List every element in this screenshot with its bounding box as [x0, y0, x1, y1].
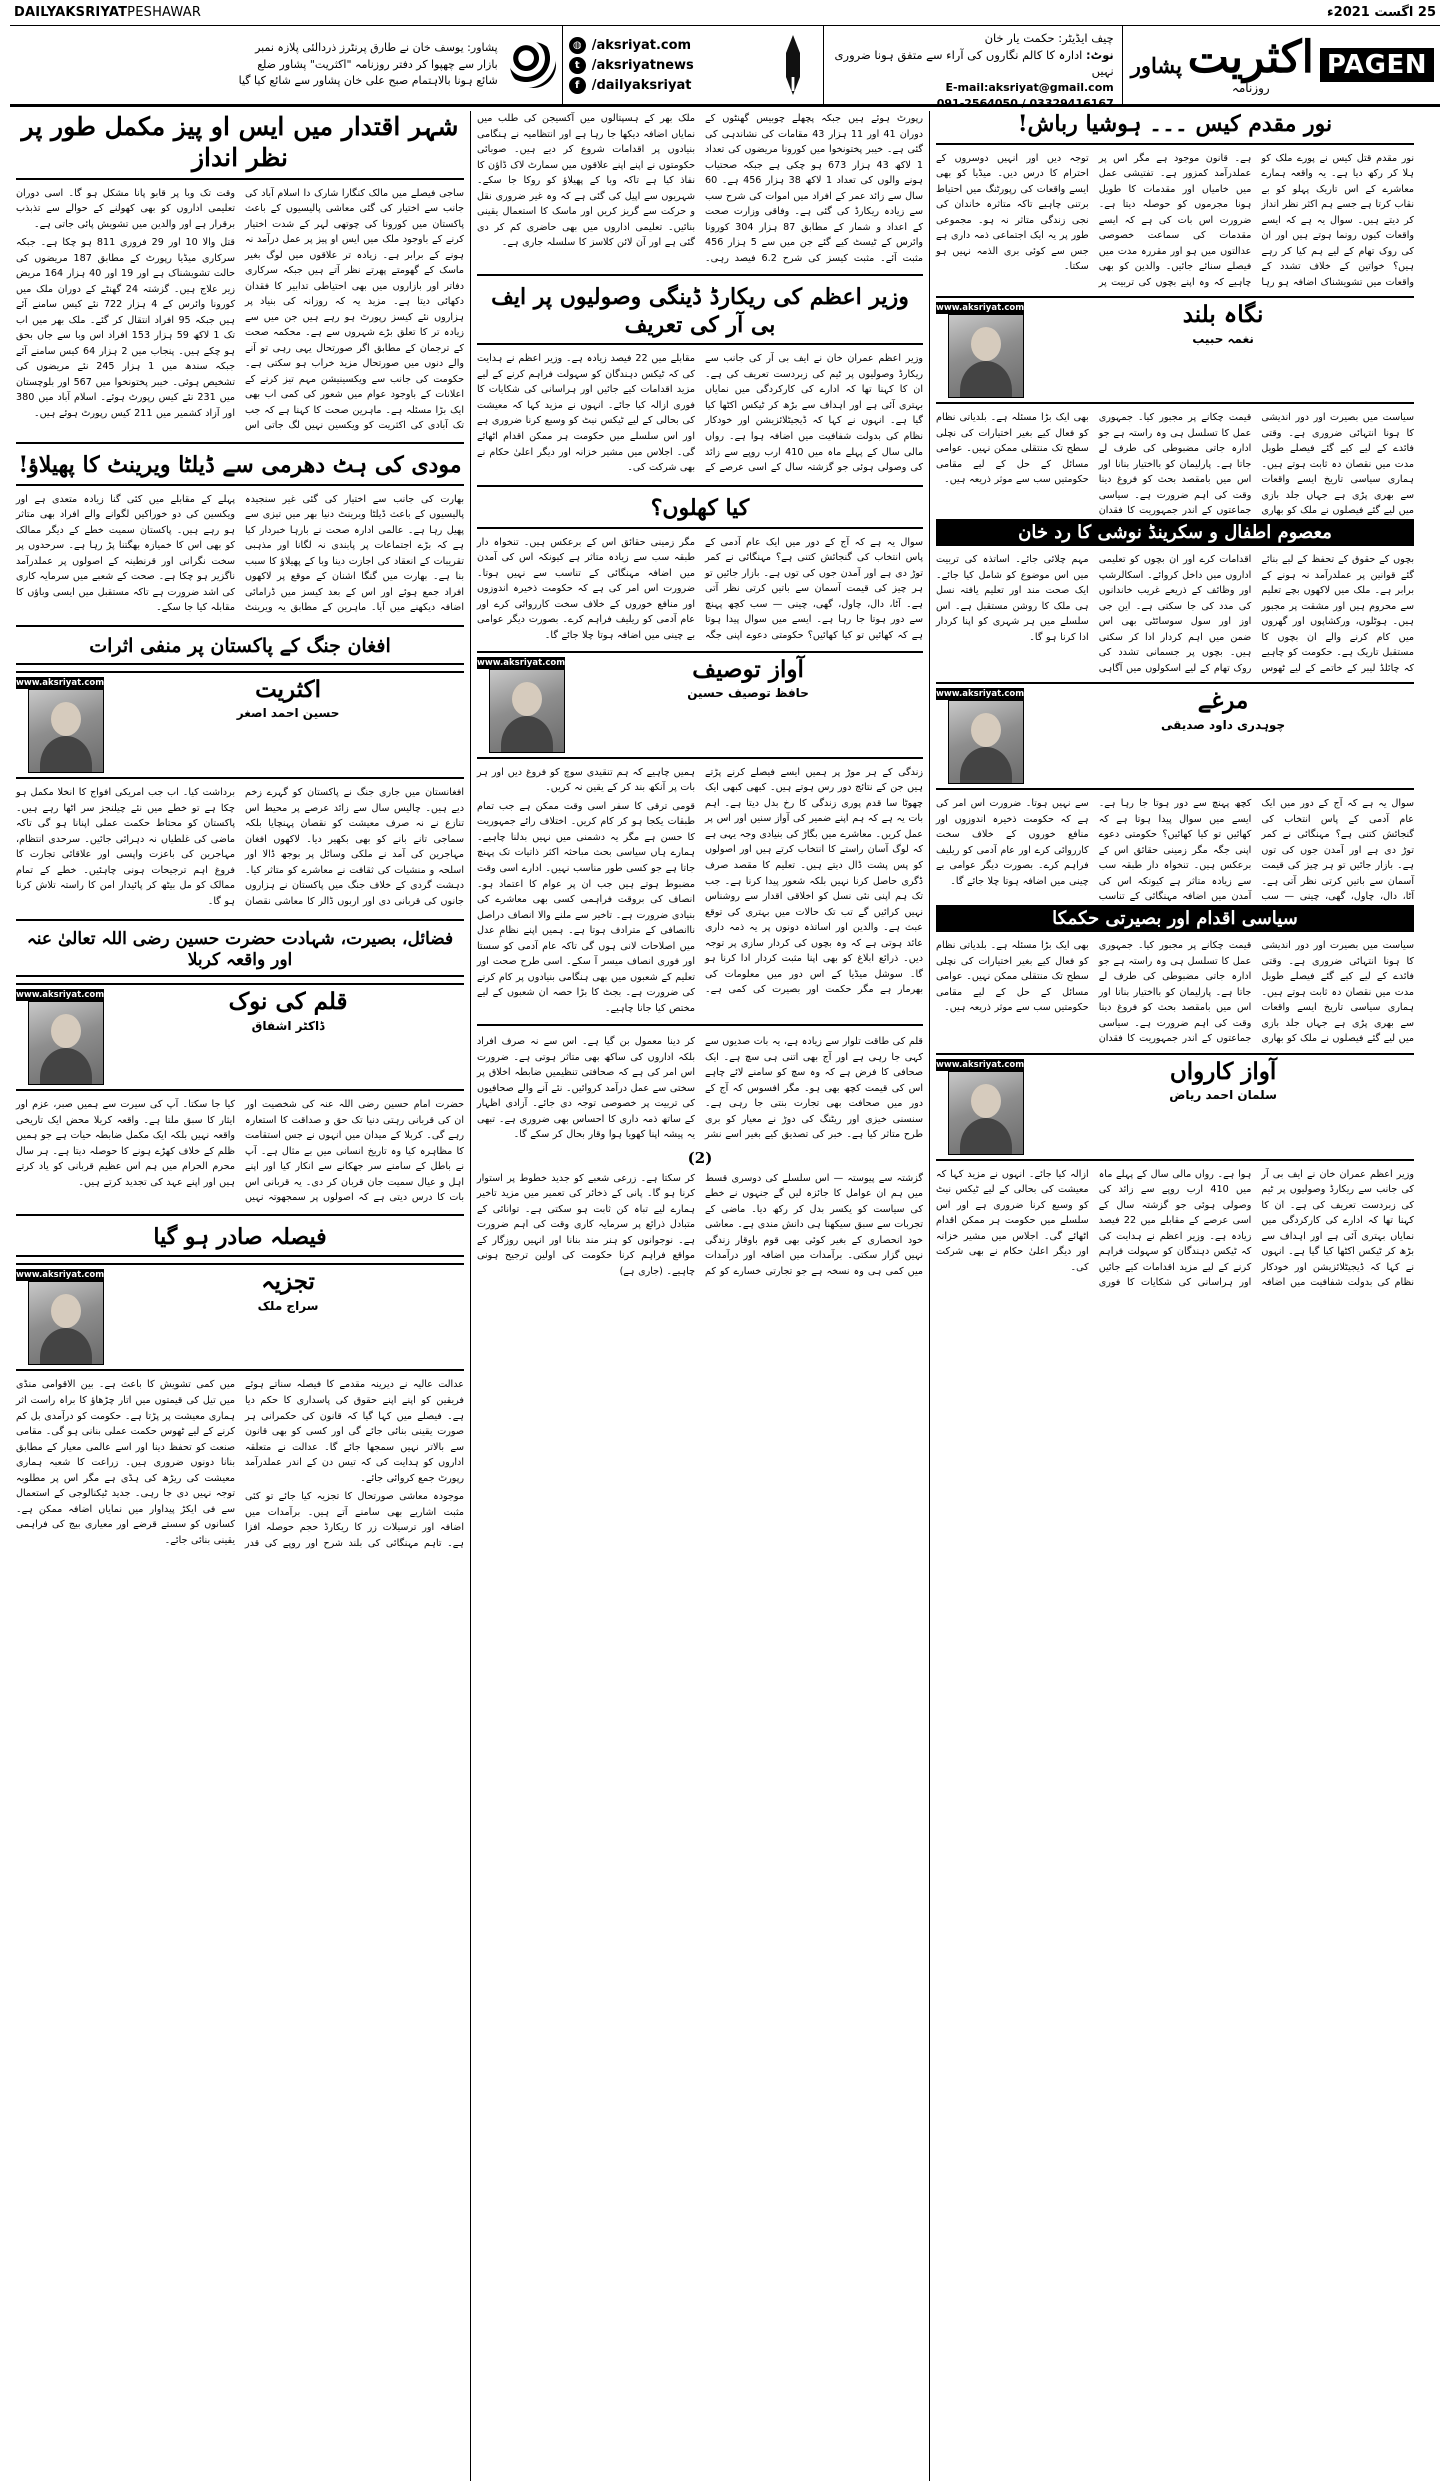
- mid-article1-paragraph: سوال یہ ہے کہ آج کے دور میں ایک عام آدمی کے پاس انتخاب کی گنجائش کتنی ہے؟ مہنگائی نے کمر توڑ دی ہے اور آمدن جوں کی توں ہے۔ بازار جائیں تو ہر چیز کی قیمت آسمان سے باتیں کرتی نظر آتی ہے۔ آٹا، دال، چاول، گھی، چینی — سب کچھ پہنچ سے دور ہوتا جا رہا ہے۔ ایسے میں سوال پیدا ہوتا ہے کہ کھائیں تو کیا کھائیں؟ حکومتی دعوے اپنی جگہ مگر زمینی حقائق اس کے برعکس ہیں۔ تنخواہ دار طبقہ سب سے زیادہ متاثر ہے کیونکہ اس کی آمدن میں اضافہ مہنگائی کے تناسب سے نہیں ہوتا۔ ضرورت اس امر کی ہے کہ حکومت ذخیرہ اندوزوں اور منافع خوروں کے خلاف سخت کارروائی کرے اور عام آدمی کو ریلیف فراہم کرے۔ بصورت دیگر عوامی بے چینی میں اضافہ ہوتا چلا جائے گا۔: [477, 536, 923, 641]
- tajziya-paragraph: موجودہ معاشی صورتحال کا تجزیہ کیا جائے تو کئی مثبت اشاریے بھی سامنے آتے ہیں۔ برآمدات میں اضافہ اور ترسیلات زر کا ریکارڈ حجم حوصلہ افزا ہے۔ تاہم مہنگائی کی بلند شرح اور روپے کی قدر میں کمی تشویش کا باعث ہے۔ بین الاقوامی منڈی میں تیل کی قیمتوں میں اتار چڑھاؤ کا براہ راست اثر ہماری معیشت پر پڑتا ہے۔ حکومت کو درآمدی بل کم کرنے کے لیے ٹھوس حکمت عملی بنانی ہو گی۔ مقامی صنعت کو تحفظ دینا اور اسے عالمی معیار کے مطابق بنانا دونوں ضروری ہیں۔ زراعت کا شعبہ ہماری معیشت کی ریڑھ کی ہڈی ہے مگر اس پر مطلوبہ توجہ نہیں دی جا رہی۔ جدید ٹیکنالوجی کے استعمال سے فی ایکڑ پیداوار میں نمایاں اضافہ ممکن ہے۔ کسانوں کو سستے قرضے اور معیاری بیج کی فراہمی یقینی بنائی جائے۔: [16, 1379, 464, 1549]
- mid-article4-paragraph: قلم کی طاقت تلوار سے زیادہ ہے، یہ بات صدیوں سے کہی جا رہی ہے اور آج بھی اتنی ہی سچ ہے۔ ایک صحافی کا فرض ہے کہ وہ سچ کو سامنے لائے چاہے اس کی قیمت کچھ بھی ہو۔ مگر افسوس کہ آج کے دور میں صحافت بھی تجارت بنتی جا رہی ہے۔ سنسنی خیزی اور ریٹنگ کی دوڑ نے معیار کو بری طرح متاثر کیا ہے۔ خبر کی تصدیق کیے بغیر اسے نشر کر دینا معمول بن گیا ہے۔ اس سے نہ صرف افراد بلکہ اداروں کی ساکھ بھی متاثر ہوتی ہے۔ ضرورت اس امر کی ہے کہ صحافتی تنظیمیں ضابطہ اخلاق پر سختی سے عمل درآمد کروائیں۔ نئے آنے والے صحافیوں کی تربیت پر خصوصی توجہ دی جائے۔ آزادی اظہار کے ساتھ ذمہ داری کا احساس بھی ضروری ہے۔ تبھی یہ پیشہ اپنا کھویا ہوا وقار بحال کر سکے گا۔: [477, 1036, 923, 1141]
- left-article2-continued: سوال یہ ہے کہ آج کے دور میں ایک عام آدمی کے پاس انتخاب کی گنجائش کتنی ہے؟ مہنگائی نے کمر توڑ دی ہے اور آمدن جوں کی توں ہے۔ بازار جائیں تو ہر چیز کی قیمت آسمان سے باتیں کرتی نظر آتی ہے۔ آٹا، دال، چاول، گھی، چینی — سب کچھ پہنچ سے دور ہوتا جا رہا ہے۔ ایسے میں سوال پیدا ہوتا ہے کہ کھائیں تو کیا کھائیں؟ حکومتی دعوے اپنی جگہ مگر زمینی حقائق اس کے برعکس ہیں۔ تنخواہ دار طبقہ سب سے زیادہ متاثر ہے کیونکہ اس کی آمدن میں اضافہ مہنگائی کے تناسب سے نہیں ہوتا۔ ضرورت اس امر کی ہے کہ حکومت ذخیرہ اندوزوں اور منافع خوروں کے خلاف سخت کارروائی کرے اور عام آدمی کو ریلیف فراہم کرے۔ بصورت دیگر عوامی بے چینی میں اضافہ ہوتا چلا جائے گا۔: [936, 798, 1414, 903]
- mid-article4-body: [477, 1034, 923, 1144]
- left-article3-headline: سیاسی اقدام اور بصیرتی حکمکا: [936, 905, 1414, 932]
- author-name: حافظ توصیف حسین: [687, 686, 809, 701]
- left-article3-paragraph: سیاست میں بصیرت اور دور اندیشی کا ہونا انتہائی ضروری ہے۔ وقتی فائدے کے لیے کیے گئے فیصلے طویل مدت میں نقصان دہ ثابت ہوتے ہیں۔ ہماری سیاسی تاریخ ایسے واقعات سے بھری پڑی ہے جہاں جلد بازی میں لیے گئے فیصلوں نے ملک کو بھاری قیمت چکانے پر مجبور کیا۔ جمہوری عمل کا تسلسل ہی وہ راستہ ہے جو ادارہ جاتی مضبوطی کی طرف لے جاتا ہے۔ پارلیمان کو بااختیار بنانا اور اس میں بامقصد بحث کو فروغ دینا وقت کی اہم ضرورت ہے۔ سیاسی جماعتوں کے اندر جمہوریت کا فقدان بھی ایک بڑا مسئلہ ہے۔ بلدیاتی نظام کو فعال کیے بغیر اختیارات کی نچلی سطح تک منتقلی ممکن نہیں۔ عوامی مسائل کے حل کے لیے مقامی حکومتیں سب سے موثر ذریعہ ہیں۔: [936, 939, 1414, 1045]
- masthead-logo-block: [1187, 26, 1440, 104]
- author-name: ڈاکٹر اشفاق: [251, 1018, 325, 1033]
- left-article2-headline: معصوم اطفال و سکرینڈ نوشی کا رد خان: [936, 519, 1414, 546]
- page-badge: PAGEN: [1320, 48, 1434, 82]
- masthead-contact: [823, 26, 1123, 110]
- article2-body: [16, 492, 464, 618]
- masthead-city: پشاور: [1130, 52, 1182, 78]
- note-label: نوٹ:: [1086, 47, 1114, 62]
- author-photo-wrap: [16, 677, 104, 773]
- article6-body: [16, 1377, 464, 1551]
- left-article1-body: [936, 151, 1414, 291]
- column-title: تجزیہ: [261, 1268, 315, 1296]
- chief-editor-line: چیف ایڈیٹر: حکمت یار خان: [984, 31, 1114, 45]
- article5-headline: فضائل، بصیرت، شہادت حضرت حسین رضی اللہ تعالیٰ عنہ اور واقعہ کربلا: [16, 929, 464, 978]
- article4-headline: افغان جنگ کے پاکستان پر منفی اثرات: [16, 635, 464, 665]
- masthead-imprint: [10, 26, 563, 104]
- social-item-facebook[interactable]: [569, 77, 757, 94]
- left-article2-paragraph: بچوں کے حقوق کے تحفظ کے لیے بنائے گئے قوانین پر عملدرآمد نہ ہونے کے برابر ہے۔ ملک میں لاکھوں بچے تعلیم سے محروم ہیں اور مشقت پر مجبور ہیں۔ ہوٹلوں، ورکشاپوں اور گھروں میں کام کرنے والے ان بچوں کا مستقبل تاریک ہے۔ حکومت کو چاہیے کہ چائلڈ لیبر کے خاتمے کے لیے ٹھوس اقدامات کرے اور ان بچوں کو تعلیمی اداروں میں داخل کروائے۔ اسکالرشپ اور وظائف کے ذریعے غریب خاندانوں کی مدد کی جا سکتی ہے۔ این جی اوز اور سول سوسائٹی بھی اس ضمن میں اہم کردار ادا کر سکتی ہیں۔ بچوں پر جسمانی تشدد کی روک تھام کے لیے اسکولوں میں آگاہی مہم چلائی جائے۔ اساتذہ کی تربیت میں اس موضوع کو شامل کیا جائے۔ ایک صحت مند اور تعلیم یافتہ نسل ہی ملک کا روشن مستقبل ہے۔ اس سلسلے میں ہر شہری کو اپنا کردار ادا کرنا ہو گا۔: [936, 554, 1414, 674]
- column-title: آواز توصیف: [692, 655, 804, 683]
- author-name: حسین احمد اصغر: [236, 706, 340, 721]
- mid-article2-paragraph: زندگی کے ہر موڑ پر ہمیں ایسے فیصلے کرنے پڑتے ہیں جن کے نتائج دور رس ہوتے ہیں۔ کبھی کبھی ایک چھوٹا سا قدم پوری زندگی کا رخ بدل دیتا ہے۔ اہم بات یہ ہے کہ ہم اپنے ضمیر کی آواز سنیں اور اس پر عمل کریں۔ معاشرے میں بگاڑ کی بنیادی وجہ یہی ہے کہ لوگ آسان راستے کا انتخاب کرتے ہیں اور اصولوں کو پس پشت ڈال دیتے ہیں۔ تعلیم کا مقصد صرف ڈگری حاصل کرنا نہیں بلکہ شعور پیدا کرنا ہے۔ جب تک ہم اپنی نئی نسل کو اخلاقی اقدار سے روشناس نہیں کرائیں گے تب تک حالات میں بہتری کی توقع عبث ہے۔ والدین اور اساتذہ دونوں پر یہ ذمہ داری عائد ہوتی ہے کہ وہ بچوں کی کردار سازی پر توجہ دیں۔ ذرائع ابلاغ کو بھی اپنا مثبت کردار ادا کرنا ہو گا۔ سوشل میڈیا کے اس دور میں معلومات کی بھرمار ہے مگر حکمت اور بصیرت کی کمی ہے۔ ہمیں چاہیے کہ ہم تنقیدی سوچ کو فروغ دیں اور ہر بات پر آنکھ بند کر کے یقین نہ کریں۔: [477, 766, 923, 996]
- mid-article2-body: [477, 765, 923, 1017]
- left-article2-cont: [936, 796, 1414, 905]
- pen-icon: [763, 26, 823, 104]
- divider: [477, 485, 923, 487]
- left-article3-body: [936, 938, 1414, 1047]
- masthead-subtitle: روزنامہ: [1231, 81, 1270, 95]
- column-middle: [470, 111, 930, 2481]
- contact-email[interactable]: E-mail:aksriyat@gmail.com: [945, 81, 1114, 95]
- author-meta: [573, 657, 923, 700]
- globe-icon: ◍: [569, 37, 586, 54]
- editor-note: [832, 47, 1114, 80]
- mid-article1-headline: کیا کھلوں؟: [477, 495, 923, 529]
- avatar: [28, 1281, 104, 1365]
- photo-url-label: www.aksriyat.com: [16, 678, 105, 688]
- facebook-icon: f: [569, 77, 586, 94]
- divider: [16, 442, 464, 444]
- author-photo-wrap: [16, 989, 104, 1085]
- left-article3-cont: [936, 1167, 1414, 1291]
- social-handle: /aksriyatnews: [591, 57, 694, 73]
- left-article1-cont: [936, 410, 1414, 519]
- lead-stats: قتل والا 10 اور 29 فروری 811 ہو چکا ہے۔ جبکہ سرکاری میڈیا رپورٹ کے مطابق 187 مریضوں کی حالت تشویشناک ہے اور 19 اور 40 ہزار 164 مریض زیر علاج ہیں۔ گزشتہ 24 گھنٹے کے دوران ملک میں کورونا وائرس کے 4 ہزار 722 نئے کیس سامنے آئے ہیں جبکہ 95 افراد انتقال کر گئے۔ ملک بھر میں اب تک 1 لاکھ 59 ہزار 153 افراد اس وبا سے جاں بحق ہو چکے ہیں۔ پنجاب میں 2 ہزار 64 کیس سامنے آئے جبکہ سندھ میں 1 ہزار 245 نئے مریضوں کی تشخیص ہوئی۔ خیبر پختونخوا میں 567 اور بلوچستان میں 231 نئے کیس رپورٹ ہوئے۔ اسلام آباد میں 380 اور آزاد کشمیر میں 211 کیس رپورٹ ہوئے ہیں۔: [16, 237, 236, 419]
- author-name: نغمہ حبیب: [1192, 331, 1254, 346]
- author-meta: [1032, 302, 1414, 345]
- article6-headline: فیصلہ صادر ہو گیا: [16, 1224, 464, 1258]
- avatar: [948, 700, 1024, 784]
- brand-strip: [14, 5, 201, 20]
- masthead-title: اکثریت: [1187, 32, 1314, 83]
- page-content: [10, 111, 1440, 2481]
- social-links: [563, 26, 763, 104]
- author-box-qalam: [16, 983, 464, 1091]
- author-name: سراج ملک: [257, 1298, 319, 1313]
- avatar: [948, 314, 1024, 398]
- author-photo-wrap: [936, 1059, 1024, 1155]
- column-title: قلم کی نوک: [228, 988, 348, 1016]
- column-title: آواز کارواں: [1169, 1057, 1277, 1085]
- social-item-website[interactable]: [569, 37, 757, 54]
- article3-paragraph: وزیر اعظم عمران خان نے ایف بی آر کی جانب سے ریکارڈ وصولیوں پر ٹیم کی زبردست تعریف کی ہے۔ ان کا کہنا تھا کہ ادارے کی کارکردگی میں نمایاں بہتری آئی ہے اور اہداف سے بڑھ کر ٹیکس اکٹھا کیا گیا ہے۔ انہوں نے کہا کہ ڈیجیٹلائزیشن اور خودکار نظام کی بدولت شفافیت میں اضافہ ہوا ہے۔ رواں مالی سال کے پہلے ماہ میں 410 ارب روپے سے زائد کی وصولی ہوئی جو گزشتہ سال کے اسی عرصے کے مقابلے میں 22 فیصد زیادہ ہے۔ وزیر اعظم نے ہدایت کی کہ ٹیکس دہندگان کو سہولت فراہم کرنے کے لیے مزید اقدامات کیے جائیں اور ہراسانی کی شکایات کا فوری ازالہ کیا جائے۔ انہوں نے مزید کہا کہ معیشت کی بحالی کے لیے ٹیکس نیٹ کو وسیع کرنا ضروری ہے اور اس سلسلے میں حکومت ہر ممکن اقدام اٹھائے گی۔ اجلاس میں مشیر خزانہ اور دیگر اعلیٰ حکام نے بھی شرکت کی۔: [477, 353, 923, 474]
- twitter-icon: t: [569, 57, 586, 74]
- author-meta: [1032, 1059, 1414, 1102]
- photo-url-label: www.aksriyat.com: [936, 303, 1025, 314]
- column-right: [10, 111, 470, 2481]
- article4-paragraph: افغانستان میں جاری جنگ نے پاکستان کو گہرے زخم دیے ہیں۔ چالیس سال سے زائد عرصے پر محیط اس تنازع نے نہ صرف معیشت کو نقصان پہنچایا بلکہ سماجی تانے بانے کو بھی بکھیر دیا۔ لاکھوں افغان مہاجرین کی آمد نے ملکی وسائل پر بوجھ ڈالا اور اسلحہ و منشیات کی ثقافت نے معاشرے کو متاثر کیا۔ دہشت گردی کے خلاف جنگ میں پاکستان نے ہزاروں جانوں کی قربانی دی اور اربوں ڈالر کا معاشی نقصان برداشت کیا۔ اب جب امریکی افواج کا انخلا مکمل ہو چکا ہے تو خطے میں نئے چیلنجز سر اٹھا رہے ہیں۔ پاکستان کو محتاط حکمت عملی اپنانا ہو گی تاکہ ماضی کی غلطیاں نہ دہرائی جائیں۔ سرحدی انتظام، مہاجرین کی باعزت واپسی اور علاقائی تجارت کا فروغ اہم ترجیحات ہونی چاہئیں۔ خطے کے تمام ممالک کو مل بیٹھ کر پائیدار امن کا راستہ تلاش کرنا ہو گا۔: [16, 787, 464, 907]
- column-title: نگاہ بلند: [1182, 301, 1264, 329]
- masthead: [10, 26, 1440, 110]
- article2-paragraph: بھارت کی جانب سے اختیار کی گئی غیر سنجیدہ پالیسیوں کے باعث ڈیلٹا ویرینٹ دنیا بھر میں تیزی سے پھیل رہا ہے۔ عالمی ادارہ صحت نے بارہا خبردار کیا ہے کہ بڑے اجتماعات پر پابندی نہ لگانا اور مذہبی تقریبات کے انعقاد کی اجازت دینا وبا کے پھیلاؤ کا سبب بنا ہے۔ بھارت میں گنگا اشنان کے موقع پر لاکھوں افراد جمع ہوئے اور اس کے بعد کیسز میں ڈرامائی اضافہ دیکھنے میں آیا۔ ماہرین کے مطابق یہ ویرینٹ پہلے کے مقابلے میں کئی گنا زیادہ متعدی ہے اور ویکسین کی دو خوراکیں لگوانے والے افراد بھی متاثر ہو رہے ہیں۔ پاکستان سمیت خطے کے دیگر ممالک کو بھی اس کا خمیازہ بھگتنا پڑ رہا ہے۔ سرحدوں پر سخت نگرانی اور قرنطینہ کے اصولوں پر عملدرآمد ناگزیر ہو چکا ہے۔ صحت کے شعبے میں سرمایہ کاری کی اشد ضرورت ہے تاکہ مستقبل میں ایسی وباؤں کا مقابلہ کیا جا سکے۔: [16, 493, 464, 614]
- mid-article1-body: [477, 535, 923, 645]
- mid-top-paragraph: رپورٹ ہوئے ہیں جبکہ پچھلے چوبیس گھنٹوں کے دوران 41 اور 11 ہزار 43 مقامات کی نشاندہی کی گئی ہے۔ خیبر پختونخوا میں کورونا مریضوں کی تعداد 1 لاکھ 43 ہزار 673 ہو چکی ہے جبکہ صحتیاب ہونے والوں کی تعداد 1 لاکھ 38 ہزار 456 ہے۔ 60 سال سے زائد عمر کے افراد میں اموات کی شرح سب سے زیادہ ریکارڈ کی گئی ہے۔ وفاقی وزارت صحت کے اعداد و شمار کے مطابق 87 ہزار 304 کورونا وائرس کے ٹیسٹ کیے گئے جن میں سے 5 ہزار 456 مثبت آئے۔ مثبت کیسز کی شرح 6.2 فیصد رہی۔ ملک بھر کے ہسپتالوں میں آکسیجن کی طلب میں نمایاں اضافہ دیکھا جا رہا ہے اور انتظامیہ نے ہنگامی بنیادوں پر اقدامات شروع کر دیے ہیں۔ صوبائی حکومتوں نے اپنے اپنے علاقوں میں سمارٹ لاک ڈاؤن کا نفاذ کیا ہے تاکہ وبا کے پھیلاؤ کو روکا جا سکے۔ شہریوں سے اپیل کی گئی ہے کہ وہ غیر ضروری نقل و حرکت سے گریز کریں اور ماسک کا استعمال یقینی بنائیں۔ تعلیمی اداروں میں بھی حاضری کم کر دی گئی ہے اور آن لائن کلاسز کا سلسلہ جاری ہے۔: [477, 113, 924, 264]
- author-meta: [112, 1269, 464, 1312]
- author-box-murgh: [936, 682, 1414, 790]
- author-meta: [112, 989, 464, 1032]
- article3-body: [477, 351, 923, 477]
- divider: [16, 919, 464, 921]
- mid-article5-body: [477, 1171, 923, 1281]
- author-photo-wrap: [936, 688, 1024, 784]
- social-handle: /dailyaksriyat: [591, 77, 692, 93]
- article5-paragraph: حضرت امام حسین رضی اللہ عنہ کی شخصیت اور ان کی قربانی رہتی دنیا تک حق و صداقت کا استعارہ رہے گی۔ کربلا کے میدان میں انہوں نے جس استقامت کا مظاہرہ کیا وہ تاریخ انسانی میں بے مثال ہے۔ آپ نے باطل کے سامنے سر جھکانے سے انکار کیا اور اپنے اہل و عیال سمیت جان قربان کر دی۔ یہ قربانی اس بات کا درس دیتی ہے کہ اصولوں پر سمجھوتہ نہیں کیا جا سکتا۔ آپ کی سیرت سے ہمیں صبر، عزم اور ایثار کا سبق ملتا ہے۔ واقعہ کربلا محض ایک تاریخی واقعہ نہیں بلکہ ایک مکمل ضابطہ حیات ہے جو ہمیں ظلم کے خلاف کھڑے ہونے کا حوصلہ دیتا ہے۔ ہر سال محرم الحرام میں ہم اس عظیم قربانی کو یاد کرتے ہیں اور اپنے عہد کی تجدید کرتے ہیں۔: [16, 1099, 464, 1204]
- author-photo-wrap: [477, 657, 565, 753]
- brand-daily: DAILY: [14, 5, 56, 20]
- author-box-awaz-tauseef: [477, 651, 923, 759]
- note-text: ادارہ کا کالم نگاروں کی آراء سے متفق ہونا ضروری نہیں: [834, 47, 1114, 79]
- photo-url-label: www.aksriyat.com: [16, 990, 105, 1001]
- author-meta: [1032, 688, 1414, 731]
- author-photo-wrap: [936, 302, 1024, 398]
- imprint-text: [239, 40, 554, 90]
- issue-date: 25 اگست 2021ء: [1327, 5, 1436, 20]
- author-name: سلمان احمد ریاض: [1169, 1087, 1277, 1102]
- top-bar: [10, 0, 1440, 26]
- brand-name: AKSRIYAT: [55, 5, 128, 20]
- divider: [477, 274, 923, 276]
- article5-body: [16, 1097, 464, 1206]
- avatar: [489, 669, 565, 753]
- author-meta: [112, 677, 464, 720]
- divider: [16, 1214, 464, 1216]
- author-name: چوہدری داود صدیقی: [1161, 717, 1286, 732]
- article6-paragraph: عدالت عالیہ نے دیرینہ مقدمے کا فیصلہ سناتے ہوئے فریقین کو اپنے اپنے حقوق کی پاسداری کا حکم دیا ہے۔ فیصلے میں کہا گیا کہ قانون کی حکمرانی ہر صورت یقینی بنائی جائے گی اور کسی کو بھی قانون سے بالاتر نہیں سمجھا جائے گا۔ عدالت نے متعلقہ اداروں کو ہدایت کی کہ تیس دن کے اندر عملدرآمد رپورٹ جمع کروائی جائے۔: [245, 1379, 464, 1484]
- photo-url-label: www.aksriyat.com: [477, 657, 566, 668]
- avatar: [28, 1001, 104, 1085]
- social-item-twitter[interactable]: [569, 57, 757, 74]
- mid-article3-paragraph: قومی ترقی کا سفر اسی وقت ممکن ہے جب تمام طبقات یکجا ہو کر کام کریں۔ اختلاف رائے جمہوریت کا حسن ہے مگر یہ دشمنی میں نہیں بدلنا چاہیے۔ ہمارے ہاں سیاسی بحث مباحثہ اکثر ذاتیات تک پہنچ جاتا ہے جو کسی طور مناسب نہیں۔ ادارے اسی وقت مضبوط ہوتے ہیں جب ان پر عوام کا اعتماد ہو۔ انصاف کی بروقت فراہمی کسی بھی معاشرے کی بنیادی ضرورت ہے۔ تاخیر سے ملنے والا انصاف دراصل ناانصافی کے مترادف ہوتا ہے۔ ہمیں اپنے نظامِ عدل میں اصلاحات لانی ہوں گی تاکہ عام آدمی کو سستا اور فوری انصاف میسر آ سکے۔ اسی طرح صحت اور تعلیم کے شعبوں میں بھی ہنگامی بنیادوں پر کام کرنے کی ضرورت ہے۔ بجٹ کا بڑا حصہ ان شعبوں کے لیے مختص کیا جانا چاہیے۔: [477, 800, 695, 1014]
- author-box-tajziya: [16, 1263, 464, 1371]
- column-title: مرغے: [1197, 687, 1249, 715]
- imprint-line-3: شائع ہونا بالاہتمام صبح علی خان پشاور سے شائع کیا گیا: [238, 74, 498, 88]
- lead-headline: شہر اقتدار میں ایس او پیز مکمل طور پر نظر انداز: [16, 111, 464, 180]
- masthead-title-wrap: [1187, 32, 1314, 95]
- imprint-line-2: بازار سے چھپوا کر دفتر روزنامہ "اکثریت" پشاور ضلع: [257, 57, 498, 71]
- photo-url-label: www.aksriyat.com: [16, 1270, 105, 1281]
- left-article1-continued: سیاست میں بصیرت اور دور اندیشی کا ہونا انتہائی ضروری ہے۔ وقتی فائدے کے لیے کیے گئے فیصلے طویل مدت میں نقصان دہ ثابت ہوتے ہیں۔ ہماری سیاسی تاریخ ایسے واقعات سے بھری پڑی ہے جہاں جلد بازی میں لیے گئے فیصلوں نے ملک کو بھاری قیمت چکانے پر مجبور کیا۔ جمہوری عمل کا تسلسل ہی وہ راستہ ہے جو ادارہ جاتی مضبوطی کی طرف لے جاتا ہے۔ پارلیمان کو بااختیار بنانا اور اس میں بامقصد بحث کو فروغ دینا وقت کی اہم ضرورت ہے۔ سیاسی جماعتوں کے اندر جمہوریت کا فقدان بھی ایک بڑا مسئلہ ہے۔ بلدیاتی نظام کو فعال کیے بغیر اختیارات کی نچلی سطح تک منتقلی ممکن نہیں۔ عوامی مسائل کے حل کے لیے مقامی حکومتیں سب سے موثر ذریعہ ہیں۔: [936, 412, 1414, 517]
- author-photo-wrap: [16, 1269, 104, 1365]
- author-box-nigah-buland: [936, 296, 1414, 404]
- lead-body: [16, 186, 464, 435]
- article3-headline: وزیر اعظم کی ریکارڈ ڈینگی وصولیوں پر ایف بی آر کی تعریف: [477, 284, 923, 345]
- mid-top-body: [477, 111, 923, 266]
- article2-headline: مودی کی ہٹ دھرمی سے ڈیلٹا ویرینٹ کا پھیلاؤ!: [16, 452, 464, 486]
- photo-url-label: www.aksriyat.com: [936, 1059, 1025, 1070]
- photo-url-label: www.aksriyat.com: [936, 689, 1025, 700]
- left-article3-continued: وزیر اعظم عمران خان نے ایف بی آر کی جانب سے ریکارڈ وصولیوں پر ٹیم کی زبردست تعریف کی ہے۔ ان کا کہنا تھا کہ ادارے کی کارکردگی میں نمایاں بہتری آئی ہے اور اہداف سے بڑھ کر ٹیکس اکٹھا کیا گیا ہے۔ انہوں نے کہا کہ ڈیجیٹلائزیشن اور خودکار نظام کی بدولت شفافیت میں اضافہ ہوا ہے۔ رواں مالی سال کے پہلے ماہ میں 410 ارب روپے سے زائد کی وصولی ہوئی جو گزشتہ سال کے اسی عرصے کے مقابلے میں 22 فیصد زیادہ ہے۔ وزیر اعظم نے ہدایت کی کہ ٹیکس دہندگان کو سہولت فراہم کرنے کے لیے مزید اقدامات کیے جائیں اور ہراسانی کی شکایات کا فوری ازالہ کیا جائے۔ انہوں نے مزید کہا کہ معیشت کی بحالی کے لیے ٹیکس نیٹ کو وسیع کرنا ضروری ہے اور اس سلسلے میں حکومت ہر ممکن اقدام اٹھائے گی۔ اجلاس میں مشیر خزانہ اور دیگر اعلیٰ حکام نے بھی شرکت کی۔: [936, 1168, 1414, 1289]
- avatar: [28, 689, 104, 773]
- article4-body: [16, 785, 464, 911]
- column-left: [930, 111, 1420, 2481]
- mid-article5-paragraph: گزشتہ سے پیوستہ — اس سلسلے کی دوسری قسط میں ہم ان عوامل کا جائزہ لیں گے جنہوں نے خطے کی سیاست کو یکسر بدل کر رکھ دیا۔ ماضی کے تجربات سے سبق سیکھنا ہی دانش مندی ہے۔ معاشی خود انحصاری کے بغیر کوئی بھی قوم باوقار زندگی نہیں گزار سکتی۔ برآمدات میں اضافہ اور درآمدات میں کمی ہی وہ نسخہ ہے جو تجارتی خسارے کو کم کر سکتا ہے۔ زرعی شعبے کو جدید خطوط پر استوار کرنا ہو گا۔ پانی کے ذخائر کی تعمیر میں مزید تاخیر ہمارے لیے تباہ کن ثابت ہو سکتی ہے۔ توانائی کے متبادل ذرائع پر سرمایہ کاری وقت کی اہم ضرورت ہے۔ نوجوانوں کو ہنر مند بنانا اور انہیں روزگار کے مواقع فراہم کرنا حکومت کی اولین ترجیح ہونی چاہیے۔ (جاری ہے): [477, 1172, 923, 1277]
- left-article2-body: [936, 552, 1414, 676]
- spiral-decoration-icon: [510, 42, 556, 88]
- avatar: [948, 1071, 1024, 1155]
- divider: [477, 1024, 923, 1026]
- lead-paragraph: ساجی فیصلے میں مالک کنگارا شارک دا اسلام آباد کی جانب سے اختیار کی گئی معاشی پالیسیوں کے باعث پاکستان میں کورونا کی چوتھی لہر کے شدت اختیار کرنے کے باوجود ملک میں ایس او پیز پر عمل درآمد نہ ہونے کے برابر ہے۔ زیادہ تر علاقوں میں لوگ بغیر ماسک کے گھومتے پھرتے نظر آتے ہیں جبکہ سرکاری دفاتر اور بازاروں میں بھی احتیاطی تدابیر کا فقدان دکھائی دیتا ہے۔ مزید یہ کہ روزانہ کی بنیاد پر ہزاروں نئے کیسز رپورٹ ہو رہے ہیں جن میں سے زیادہ تر کا تعلق بڑے شہروں سے ہے۔ محکمہ صحت کے ترجمان کے مطابق اگر صورتحال یہی رہی تو آنے والے دنوں میں صورتحال مزید خراب ہو سکتی ہے۔ حکومت کی جانب سے ویکسینیشن مہم تیز کرنے کے اعلانات کے باوجود عوام میں شعور کی کمی اب بھی ایک بڑا مسئلہ ہے۔ ماہرین صحت کا کہنا ہے کہ جب تک آبادی کی اکثریت کو ویکسین نہیں لگ جاتی اس وقت تک وبا پر قابو پانا مشکل ہو گا۔ اسی دوران تعلیمی اداروں کو بھی کھولنے کے حوالے سے تذبذب برقرار ہے اور والدین میں تشویش پائی جاتی ہے۔: [16, 187, 464, 432]
- contact-phone[interactable]: 091-2564050 / 03329416167: [936, 96, 1114, 110]
- divider: [16, 625, 464, 627]
- author-box-awaz-karwan: [936, 1053, 1414, 1161]
- author-box-aksriyat: [16, 671, 464, 779]
- social-handle: /aksriyat.com: [591, 37, 692, 53]
- mid-article5-headline: (2): [687, 1148, 713, 1167]
- column-title: اکثریت: [255, 676, 322, 703]
- left-article1-headline: نور مقدم کیس ۔۔۔ ہوشیا رباش!: [936, 111, 1414, 145]
- brand-city: PESHAWAR: [127, 5, 202, 20]
- left-article1-paragraph: نور مقدم قتل کیس نے پورے ملک کو ہلا کر رکھ دیا ہے۔ یہ واقعہ ہمارے معاشرے کے اس تاریک پہلو کو بے نقاب کرتا ہے جسے ہم اکثر نظر انداز کر دیتے ہیں۔ سوال یہ ہے کہ ایسے واقعات کیوں رونما ہوتے ہیں اور ان کی روک تھام کے لیے ہم کیا کر رہے ہیں؟ خواتین کے خلاف تشدد کے واقعات میں تشویشناک اضافہ ہو رہا ہے۔ قانون موجود ہے مگر اس پر عملدرآمد کمزور ہے۔ تفتیشی عمل میں خامیاں اور مقدمات کا طویل ہونا مجرموں کو حوصلہ دیتا ہے۔ ضرورت اس بات کی ہے کہ ایسے مقدمات کی سماعت خصوصی عدالتوں میں ہو اور مقررہ مدت میں فیصلے سنائے جائیں۔ والدین کو بھی چاہیے کہ وہ اپنے بچوں کی تربیت پر توجہ دیں اور انہیں دوسروں کے احترام کا درس دیں۔ میڈیا کو بھی ایسے واقعات کی رپورٹنگ میں احتیاط برتنی چاہیے تاکہ متاثرہ خاندان کی نجی زندگی متاثر نہ ہو۔ مجموعی طور پر یہ ایک اجتماعی ذمہ داری ہے جس سے کوئی بری الذمہ نہیں ہو سکتا۔: [936, 152, 1414, 288]
- imprint-line-1: پشاور: یوسف خان نے طارق پرنٹرز ذردالئی پلازہ نمبر: [255, 41, 498, 55]
